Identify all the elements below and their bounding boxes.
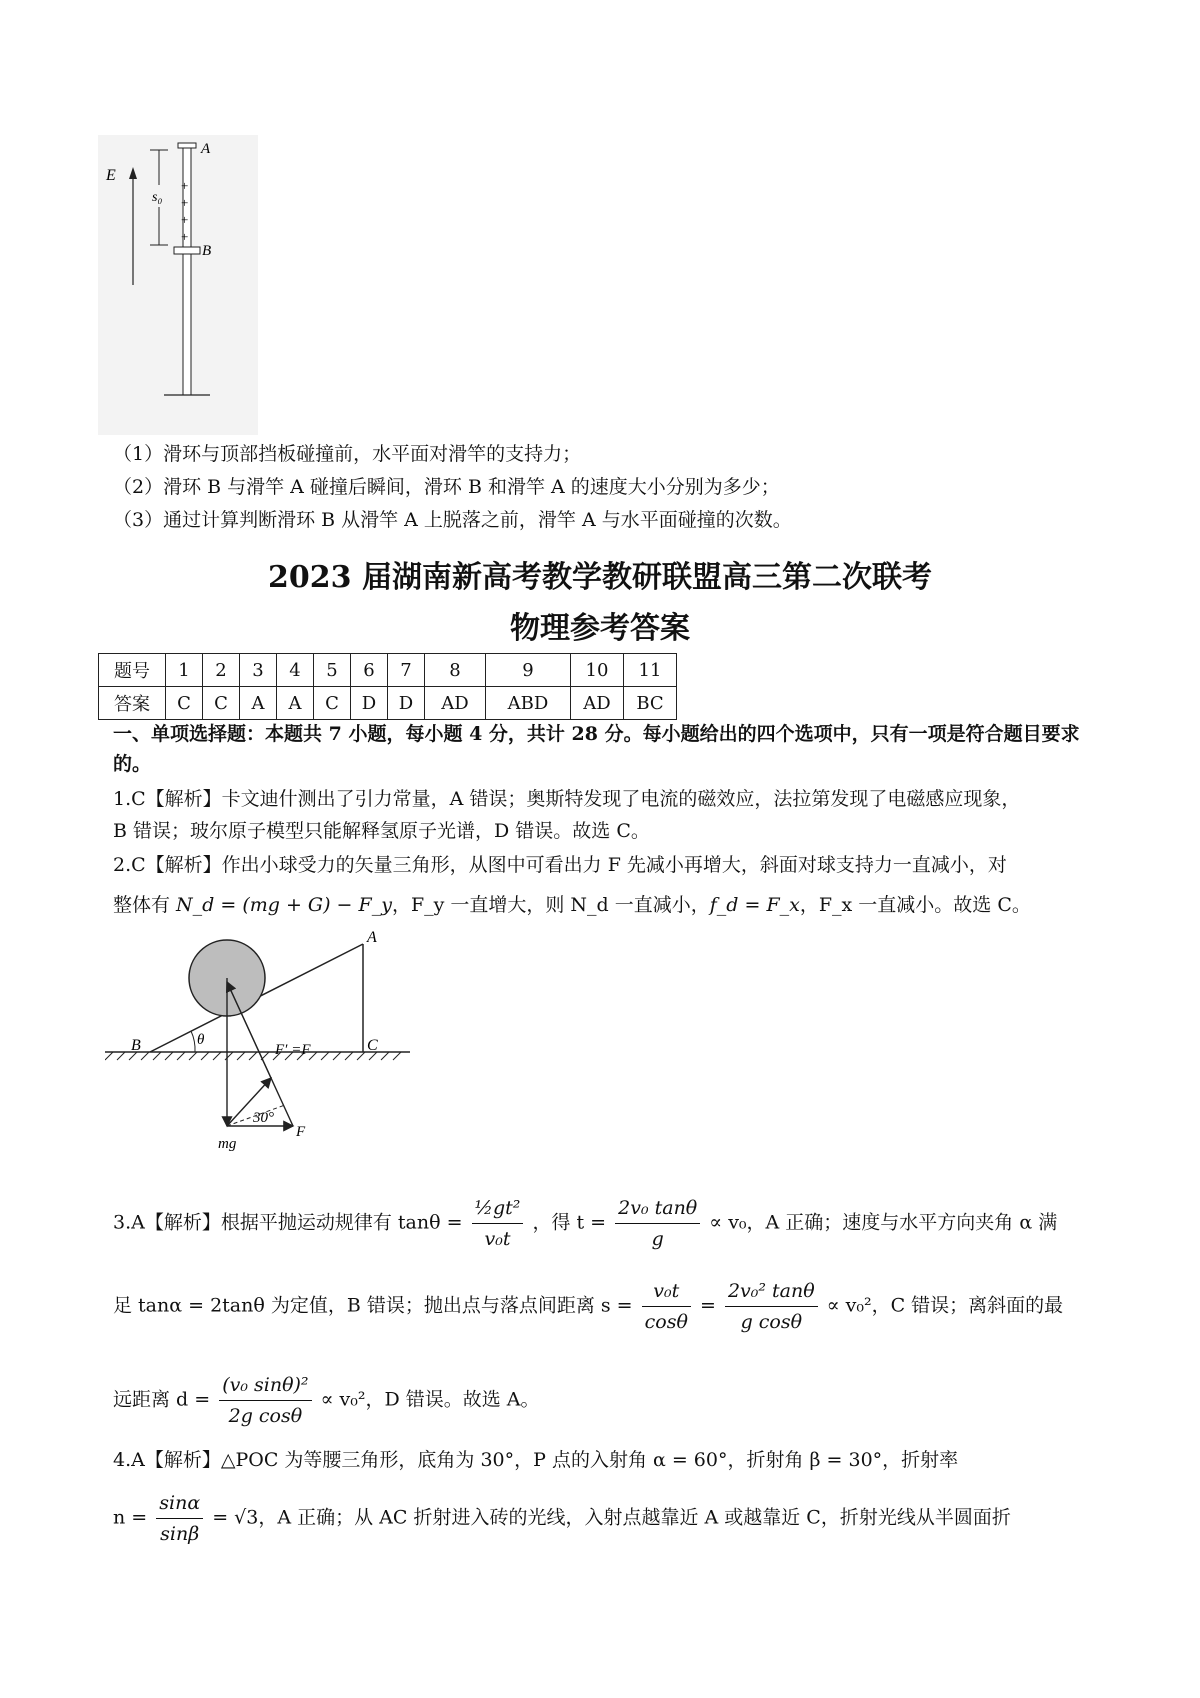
table-cell: 10	[571, 654, 624, 687]
text: 远距离 d =	[113, 1388, 211, 1411]
question-3: （3）通过计算判断滑环 B 从滑竿 A 上脱落之前，滑竿 A 与水平面碰撞的次数。	[113, 509, 792, 531]
text: 3.A【解析】根据平抛运动规律有 tanθ =	[113, 1211, 463, 1234]
row-header: 答案	[99, 687, 166, 720]
label-A: A	[201, 141, 211, 157]
table-cell: ABD	[486, 687, 571, 720]
top-plate	[178, 143, 196, 148]
denominator: g cosθ	[740, 1311, 803, 1333]
label-C: C	[367, 1037, 378, 1054]
text: ∝ v₀，A 正确；速度与水平方向夹角 α 满	[709, 1211, 1058, 1234]
table-cell: D	[388, 687, 425, 720]
label-mg: mg	[218, 1136, 237, 1152]
label-Fprime: F′ =F	[275, 1042, 311, 1058]
denominator: v₀t	[484, 1228, 511, 1250]
fraction	[156, 1488, 203, 1549]
table-cell: 7	[388, 654, 425, 687]
page-title: 2023 届湖南新高考教学教研联盟高三第二次联考	[268, 560, 932, 595]
figure-incline	[105, 930, 425, 1170]
table-cell: 11	[624, 654, 677, 687]
answer-2-line-2	[113, 892, 1031, 918]
table-cell: 3	[240, 654, 277, 687]
table-cell: 9	[486, 654, 571, 687]
text: ∝ v₀²，C 错误；离斜面的最	[826, 1294, 1064, 1317]
table-cell: 1	[166, 654, 203, 687]
text: 足 tanα = 2tanθ 为定值，B 错误；抛出点与落点间距离 s =	[113, 1294, 633, 1317]
numerator: 2v₀ tanθ	[615, 1193, 700, 1224]
ring-B	[174, 247, 200, 254]
table-cell: A	[277, 687, 314, 720]
table-cell: 2	[203, 654, 240, 687]
answer-4-line-2	[113, 1488, 1011, 1549]
table-cell: 4	[277, 654, 314, 687]
page-subtitle: 物理参考答案	[510, 611, 690, 646]
question-2: （2）滑环 B 与滑竿 A 碰撞后瞬间，滑环 B 和滑竿 A 的速度大小分别为多少；	[113, 476, 780, 498]
denominator: 2g cosθ	[228, 1405, 303, 1427]
table-cell: 8	[425, 654, 486, 687]
figure-background	[98, 135, 258, 435]
table-cell: C	[166, 687, 203, 720]
label-E: E	[106, 167, 116, 184]
charge-plus: +	[181, 229, 189, 244]
fraction	[642, 1276, 691, 1337]
label-B: B	[131, 1037, 141, 1054]
row-header: 题号	[99, 654, 166, 687]
label-angle: 30°	[253, 1110, 274, 1126]
fraction	[725, 1276, 818, 1337]
fraction	[472, 1193, 524, 1254]
question-1: （1）滑环与顶部挡板碰撞前，水平面对滑竿的支持力；	[113, 443, 582, 465]
table-row	[99, 654, 677, 687]
table-cell: AD	[425, 687, 486, 720]
denominator: cosθ	[644, 1311, 688, 1333]
ground-hatching	[105, 1052, 401, 1060]
table-row	[99, 687, 677, 720]
table-cell: BC	[624, 687, 677, 720]
answer-1-line-1: 1.C【解析】卡文迪什测出了引力常量，A 错误；奥斯特发现了电流的磁效应，法拉第发现了电磁感应现象，	[113, 788, 1021, 810]
label-F: F	[296, 1124, 306, 1140]
charge-plus: +	[181, 178, 189, 193]
table-cell: AD	[571, 687, 624, 720]
fraction	[615, 1193, 700, 1254]
table-cell: A	[240, 687, 277, 720]
answer-1-line-2: B 错误；玻尔原子模型只能解释氢原子光谱，D 错误。故选 C。	[113, 820, 650, 842]
table-cell: C	[203, 687, 240, 720]
text: 整体有	[113, 894, 177, 916]
answer-2-line-1: 2.C【解析】作出小球受力的矢量三角形，从图中可看出力 F 先减小再增大，斜面对球支持力一直减小，对	[113, 854, 1007, 876]
numerator: (v₀ sinθ)²	[219, 1370, 311, 1401]
text: ，得 t =	[532, 1211, 607, 1234]
numerator: sinα	[156, 1488, 203, 1519]
answer-3-line-3	[113, 1370, 540, 1431]
denominator: g	[651, 1228, 664, 1250]
text: ，F_x 一直减小。故选 C。	[799, 894, 1031, 916]
equation: f_d = F_x	[709, 894, 800, 916]
charge-plus: +	[181, 212, 189, 227]
answer-4-line-1: 4.A【解析】△POC 为等腰三角形，底角为 30°，P 点的入射角 α = 60°，折射角 β = 30°，折射率	[113, 1449, 959, 1471]
table-cell: 5	[314, 654, 351, 687]
text: =	[699, 1294, 716, 1317]
label-A: A	[367, 930, 377, 946]
section-heading: 一、单项选择题：本题共 7 小题，每小题 4 分，共计 28 分。每小题给出的四个选项中，只有一项是符合题目要求的。	[113, 723, 1080, 775]
numerator: 2v₀² tanθ	[725, 1276, 818, 1307]
denominator: sinβ	[160, 1523, 200, 1545]
answer-3-line-1	[113, 1193, 1057, 1254]
table-cell: 6	[351, 654, 388, 687]
text: = √3，A 正确；从 AC 折射进入砖的光线，入射点越靠近 A 或越靠近 C，折射光线从半圆面折	[212, 1506, 1011, 1529]
table-cell: D	[351, 687, 388, 720]
label-theta: θ	[197, 1032, 205, 1048]
answer-table	[98, 653, 677, 720]
text: ∝ v₀²，D 错误。故选 A。	[320, 1388, 540, 1411]
angle-arc	[191, 1031, 195, 1052]
label-B: B	[202, 243, 212, 259]
table-cell: C	[314, 687, 351, 720]
fraction	[219, 1370, 311, 1431]
text: n =	[113, 1506, 148, 1529]
label-s0: s₀	[152, 190, 163, 205]
text: ，F_y 一直增大，则 N_d 一直减小，	[391, 894, 710, 916]
numerator: v₀t	[642, 1276, 691, 1307]
figure-slide-rod	[98, 135, 268, 435]
equation: N_d = (mg + G) − F_y	[176, 894, 392, 916]
answer-3-line-2	[113, 1276, 1063, 1337]
charge-plus: +	[181, 195, 189, 210]
numerator: ½gt²	[472, 1193, 524, 1224]
